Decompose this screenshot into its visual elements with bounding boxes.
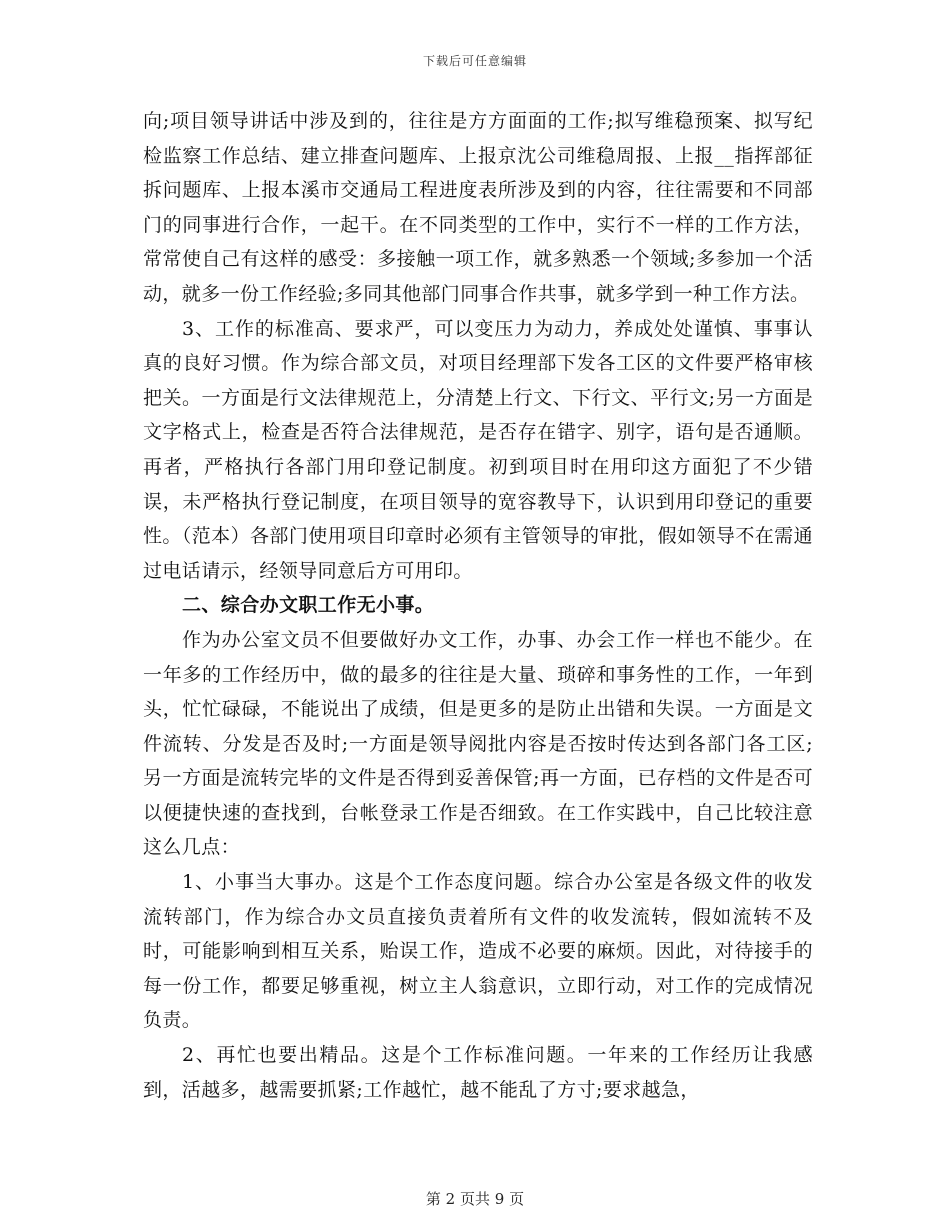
paragraph-point-2: 2、再忙也要出精品。这是个工作标准问题。一年来的工作经历让我感到，活越多，越需要抓紧;工作越忙，越不能乱了方寸;要求越急，: [143, 1044, 813, 1101]
page-number-footer: 第 2 页共 9 页: [425, 1190, 525, 1208]
paragraph-point-3: 3、工作的标准高、要求严，可以变压力为动力，养成处处谨慎、事事认真的良好习惯。作为综合部文员，对项目经理部下发各工区的文件要严格审核把关。一方面是行文法律规范上，分清楚上行文、下行文、平行文;另一方面是文字格式上，检查是否符合法律规范，是否存在错字、别字，语句是否通顺。再者，严格执行各部门用印登记制度。初到项目时在用印这方面犯了不少错误，未严格执行登记制度，在项目领导的宽容教导下，认识到用印登记的重要性。（范本）各部门使用项目印章时必须有主管领导的审批，假如领导不在需通过电话请示，经领导同意后方可用印。: [143, 317, 813, 582]
page-header: 下载后可任意编辑: [422, 54, 527, 68]
paragraph-section-intro: 作为办公室文员不但要做好办文工作，办事、办会工作一样也不能少。在一年多的工作经历中，做的最多的往往是大量、琐碎和事务性的工作，一年到头，忙忙碌碌，不能说出了成绩，但是更多的是防止出错和失误。一方面是文件流转、分发是否及时;一方面是领导阅批内容是否按时传达到各部门各工区;另一方面是流转完毕的文件是否得到妥善保管;再一方面，已存档的文件是否可以便捷快速的查找到，台帐登录工作是否细致。在工作实践中，自己比较注意这么几点：: [143, 628, 813, 859]
document-body: [143, 104, 813, 1107]
paragraph-point-1: 1、小事当大事办。这是个工作态度问题。综合办公室是各级文件的收发流转部门，作为综合办文员直接负责着所有文件的收发流转，假如流转不及时，可能影响到相互关系，贻误工作，造成不必要的麻烦。因此，对待接手的每一份工作，都要足够重视，树立主人翁意识，立即行动，对工作的完成情况负责。: [143, 871, 813, 1032]
paragraph-continuation: 向;项目领导讲话中涉及到的，往往是方方面面的工作;拟写维稳预案、拟写纪检监察工作总结、建立排查问题库、上报京沈公司维稳周报、上报__指挥部征拆问题库、上报本溪市交通局工程进度表所涉及到的内容，往往需要和不同部门的同事进行合作，一起干。在不同类型的工作中，实行不一样的工作方法，常常使自己有这样的感受：多接触一项工作，就多熟悉一个领域;多参加一个活动，就多一份工作经验;多同其他部门同事合作共事，就多学到一种工作方法。: [143, 110, 813, 305]
section-heading: 二、综合办文职工作无小事。: [182, 594, 435, 617]
